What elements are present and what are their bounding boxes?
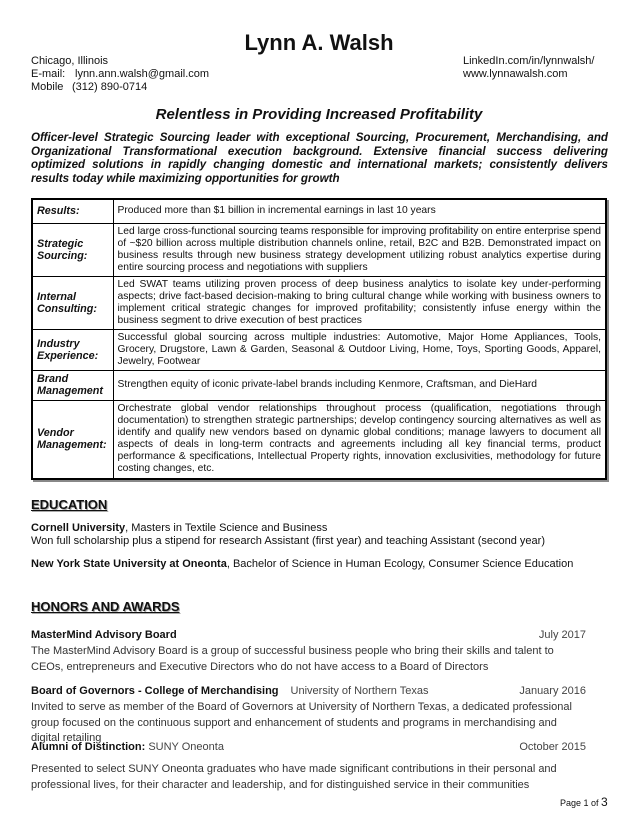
table-row [32, 400, 606, 479]
honor-desc: Invited to serve as member of the Board of Governors at University of Northern Texas, a dedicated professional group focused on the continuous support and enhancement of students and programs in merchandising and digital retailing [31, 701, 572, 744]
location: Chicago, Illinois [31, 55, 109, 67]
email-line [31, 68, 209, 81]
table-row [32, 276, 606, 329]
honor-mastermind [31, 629, 586, 675]
skill-text: Led SWAT teams utilizing proven process of deep business analytics to isolate key under-performing aspects; drive fact-based decision-making to bring cultural change while working with business owners to implement critical strategic changes for improved profitability; consistently infuse energy within the business segment to drive execution of best practices [113, 276, 606, 329]
skill-label: Internal Consulting: [32, 276, 113, 329]
skills-table [31, 198, 607, 480]
skill-label: Brand Management [32, 370, 113, 400]
honor-desc: Presented to select SUNY Oneonta graduates who have made significant contributions in their personal and professional lives, for their character and leadership, and for distinguished service in their communities [31, 763, 557, 791]
honors-heading: HONORS AND AWARDS [31, 599, 180, 614]
page-number [560, 795, 608, 809]
cornell-school: Cornell University [31, 522, 126, 534]
table-row [32, 329, 606, 370]
honor-date: July 2017 [538, 629, 586, 641]
honor-org: SUNY Oneonta [148, 741, 224, 753]
website: www.lynnawalsh.com [463, 68, 568, 80]
mobile-label: Mobile [31, 81, 64, 93]
honor-date: January 2016 [519, 685, 586, 697]
honor-governors [31, 685, 586, 747]
linkedin: LinkedIn.com/in/lynnwalsh/ [463, 55, 595, 67]
honor-org: University of Northern Texas [290, 685, 429, 697]
nysu-school: New York State University at Oneonta [31, 558, 227, 570]
table-row [32, 370, 606, 400]
contact-right [463, 55, 594, 81]
cornell-note: Won full scholarship plus a stipend for research Assistant (first year) and teaching Assistant (second year) [31, 535, 545, 547]
honor-title: Alumni of Distinction: [31, 741, 146, 753]
page-label: Page 1 of [560, 798, 599, 808]
skill-text: Led large cross-functional sourcing teams responsible for improving profitability on entire enterprise spend of ~$20 billion across multiple distribution channels online, retail, B2C and B2B. Demonstrated impact on business results through new business strategy development utilizing robust analytics expertise during entire sourcing process and negotiations with suppliers [113, 223, 606, 276]
skill-text: Orchestrate global vendor relationships throughout process (qualification, negotiations through documentation) to strengthen strategic partnerships; develop contingency sourcing alternatives as well as identify and qualify new vendors based on dynamic global conditions; manage lawyers to document all aspects of deals in long-term contracts and agreements including all key financial terms, product performance & specifications, Intellectual Property rights, innovation exclusivities, methodology for future costing changes, etc. [113, 400, 606, 479]
nysu-degree: , Bachelor of Science in Human Ecology, Consumer Science Education [226, 558, 574, 570]
skill-label: Industry Experience: [32, 329, 113, 370]
skill-text: Produced more than $1 billion in incremental earnings in last 10 years [113, 199, 606, 223]
table-row [32, 223, 606, 276]
education-nysu [31, 558, 573, 571]
education-cornell [31, 522, 545, 548]
contact-left [31, 55, 209, 94]
honor-date: October 2015 [519, 741, 586, 753]
mobile: (312) 890-0714 [72, 81, 148, 93]
skill-label: Strategic Sourcing: [32, 223, 113, 276]
email-label: E-mail: [31, 68, 66, 80]
education-heading: EDUCATION [31, 497, 108, 512]
honor-title: Board of Governors - College of Merchandising [31, 685, 279, 697]
honor-title: MasterMind Advisory Board [31, 629, 177, 641]
candidate-name: Lynn A. Walsh [244, 30, 394, 55]
skill-text: Successful global sourcing across multiple industries: Automotive, Major Home Appliances, Tools, Grocery, Drugstore, Lawn & Garden, Seasonal & Outdoor Living, Home, Toys, Sporting Goods, Apparel, Jewelry, Footwear [113, 329, 606, 370]
honor-desc: The MasterMind Advisory Board is a group of successful business people who bring their skills and talent to CEOs, entrepreneurs and Executive Directors who do not have access to a Board of Directors [31, 645, 554, 673]
table-row [32, 199, 606, 223]
headline: Relentless in Providing Increased Profitability [155, 106, 483, 123]
mobile-line [31, 81, 209, 94]
page-total: 3 [601, 795, 608, 809]
honor-alumni [31, 741, 586, 793]
skill-label: Vendor Management: [32, 400, 113, 479]
skill-label: Results: [32, 199, 113, 223]
cornell-degree: , Masters in Textile Science and Business [125, 522, 328, 534]
summary: Officer-level Strategic Sourcing leader with exceptional Sourcing, Procurement, Merchandising, and Organizational Transformational execution background. Extensive financial success delivering optimized solutions in rapidly changing domestic and international markets; consistently delivers results today while maximizing opportunities for growth [31, 131, 608, 185]
skill-text: Strengthen equity of iconic private-label brands including Kenmore, Craftsman, and DieHard [113, 370, 606, 400]
email: lynn.ann.walsh@gmail.com [75, 68, 210, 80]
